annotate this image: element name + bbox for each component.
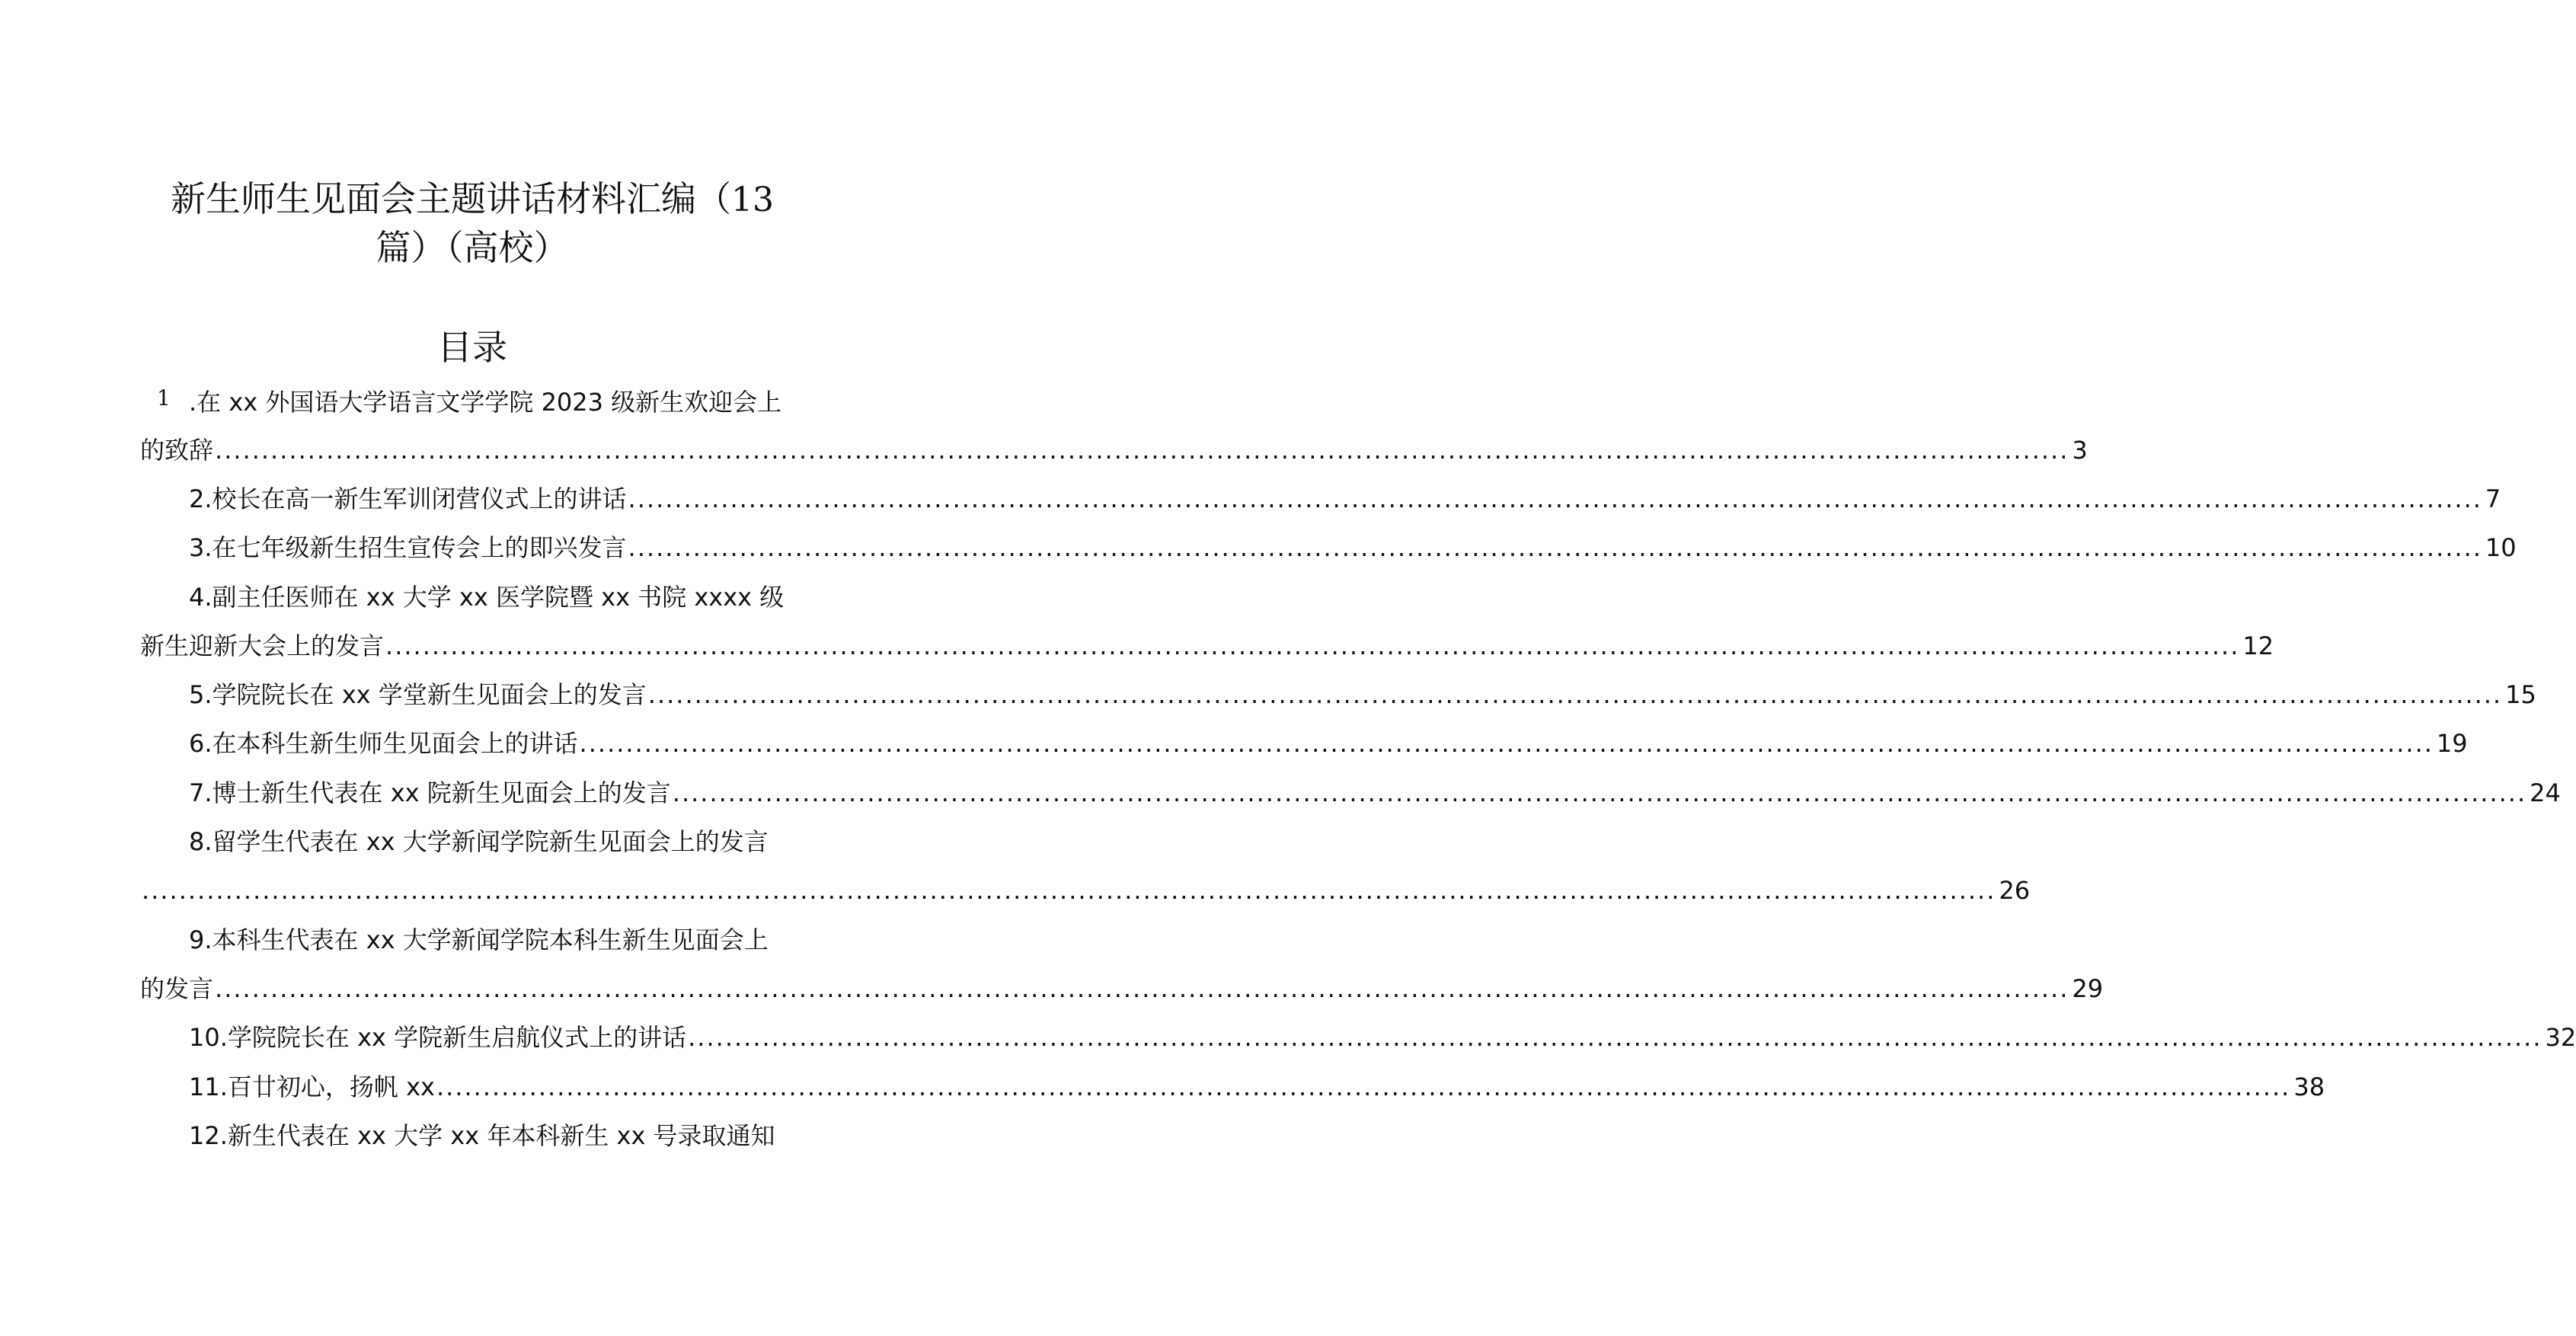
toc-entry-text: .在 xx 外国语大学语言文学学院 2023 级新生欢迎会上 [189,388,782,417]
document-title-line-1 [0,177,944,222]
toc-entry-12-line-1[interactable] [189,1118,791,1153]
document-title-line-2: 篇）（高校） [376,227,569,268]
toc-page-number: 19 [2436,729,2468,758]
toc-entry-text: 6.在本科生新生师生见面会上的讲话 [189,729,578,758]
toc-entry-text: 7.博士新生代表在 xx 院新生见面会上的发言 [189,778,671,807]
toc-entry-11[interactable] [189,1069,2325,1104]
toc-leader-dots: ........................................................................................................................................................................................................ [215,436,2069,465]
toc-entry-text: 11.百廿初心，扬帆 xx [189,1072,435,1101]
toc-entry-1-line-2[interactable] [140,433,2088,468]
toc-entry-1-line-1[interactable] [189,385,791,420]
toc-entry-2[interactable] [189,481,2501,516]
toc-entry-9-line-1[interactable] [189,922,791,957]
toc-page-number: 29 [2072,974,2104,1003]
toc-leader-dots: ........................................................................................................................................................................................................ [688,1023,2542,1052]
toc-leader-dots: ........................................................................................................................................................................................................ [215,974,2069,1003]
toc-leader-dots: ........................................................................................................................................................................................................ [579,729,2434,758]
toc-leader-dots: ........................................................................................................................................................................................................ [628,533,2482,562]
toc-page-number: 32 [2545,1023,2576,1052]
toc-leader-dots: ........................................................................................................................................................................................................ [436,1072,2291,1101]
toc-entry-text: 2.校长在高一新生军训闭营仪式上的讲话 [189,484,627,513]
toc-leader-dots: ........................................................................................................................................................................................................ [385,631,2240,660]
toc-page-number: 12 [2242,631,2274,660]
toc-leader-dots: ........................................................................................................................................................................................................ [672,778,2527,807]
toc-entry-7[interactable] [189,775,2561,810]
toc-entry-text: 4.副主任医师在 xx 大学 xx 医学院暨 xx 书院 xxxx 级 [189,583,785,612]
toc-leader-dots: ........................................................................................................................................................................................................ [628,484,2482,513]
toc-entry-8-line-2[interactable] [140,873,2031,908]
toc-entry-text: 5.学院院长在 xx 学堂新生见面会上的发言 [189,680,647,709]
toc-entry-10[interactable] [189,1020,2576,1055]
toc-leader-dots: ........................................................................................................................................................................................................ [142,876,1996,905]
toc-entry-text: 3.在七年级新生招生宣传会上的即兴发言 [189,533,627,562]
toc-entry-4-line-1[interactable] [189,580,791,615]
toc-entry-9-line-2[interactable] [140,971,2104,1006]
toc-heading: 目录 [437,327,507,368]
toc-entry-text: 12.新生代表在 xx 大学 xx 年本科新生 xx 号录取通知 [189,1121,775,1150]
title-text: 新生师生见面会主题讲话材料汇编（ [171,178,731,219]
toc-entry-6[interactable] [189,726,2468,761]
toc-page-number: 38 [2293,1072,2325,1101]
toc-page-number: 3 [2072,436,2088,465]
title-count: 13 [731,181,774,219]
toc-entry-3[interactable] [189,530,2517,565]
toc-entry-text: 的发言 [140,974,214,1003]
toc-page-number: 26 [1999,876,2031,905]
toc-section-number: 1 [157,385,171,411]
toc-page-number: 10 [2485,533,2517,562]
toc-leader-dots: ........................................................................................................................................................................................................ [647,680,2503,709]
toc-entry-8-line-1[interactable] [189,824,791,859]
toc-page-number: 7 [2485,484,2501,513]
toc-page-number: 15 [2505,680,2536,709]
toc-entry-text: 9.本科生代表在 xx 大学新闻学院本科生新生见面会上 [189,925,769,954]
toc-entry-text: 新生迎新大会上的发言 [140,631,385,660]
toc-entry-text: 8.留学生代表在 xx 大学新闻学院新生见面会上的发言 [189,827,769,856]
toc-entry-5[interactable] [189,677,2536,712]
toc-entry-text: 的致辞 [140,436,214,465]
toc-entry-4-line-2[interactable] [140,628,2274,663]
toc-page-number: 24 [2530,778,2561,807]
toc-entry-text: 10.学院院长在 xx 学院新生启航仪式上的讲话 [189,1023,687,1052]
